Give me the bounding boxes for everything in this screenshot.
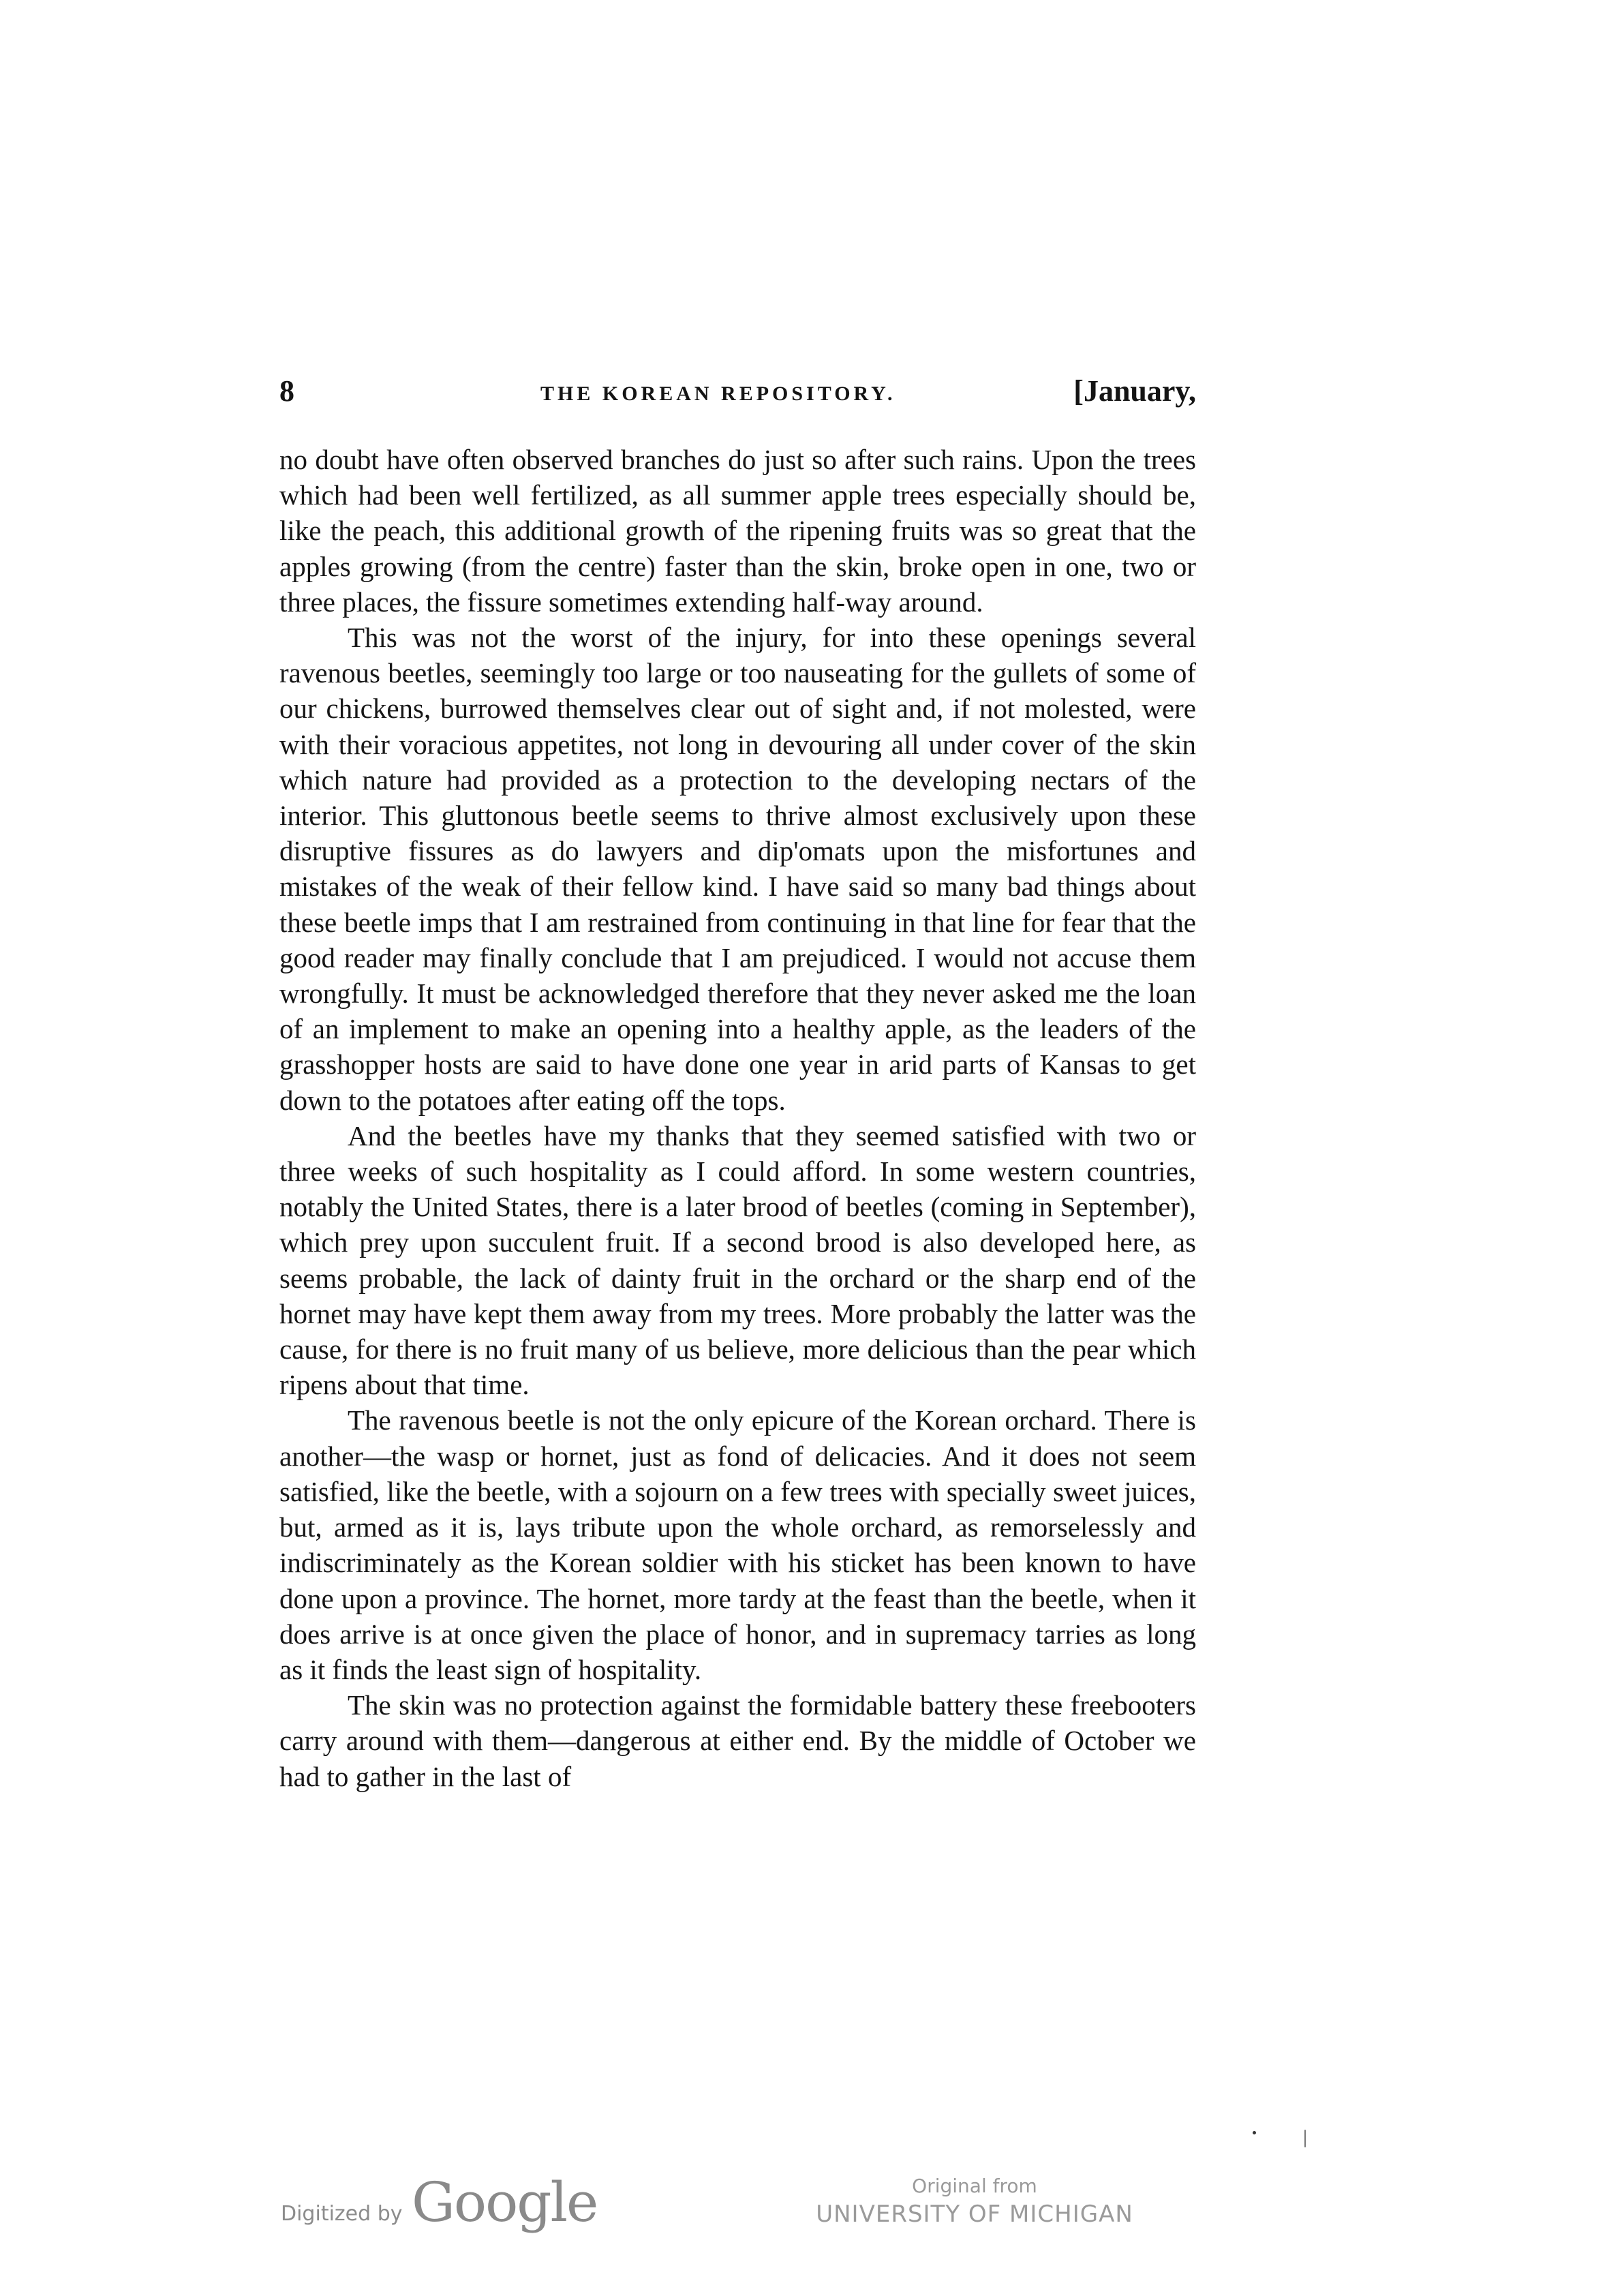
page-number: 8 xyxy=(279,374,294,408)
original-from-label: Original from xyxy=(912,2175,1037,2197)
paragraph-3: And the beetles have my thanks that they seemed satisfied with two or three weeks of such hospitality as I could afford. In some western countries, notably the United States, there is a later brood of beetles (coming in September), which prey upon succulent fruit. If a second brood is also developed here, as seems probable, the lack of dainty fruit in the orchard or the sharp end of the hornet may have kept them away from my trees. More probably the latter was the cause, for there is no fruit many of us believe, more delicious than the pear which ripens about that time. xyxy=(279,1119,1196,1401)
paragraph-5: The skin was no protection against the formidable battery these freebooters carry around with them—dangerous at either end. By the middle of October we had to gather in the last of xyxy=(279,1689,1196,1792)
digitized-by-label: Digitized by xyxy=(281,2202,403,2226)
running-head-month: [January, xyxy=(1073,374,1196,408)
scan-mark xyxy=(1304,2130,1306,2147)
article-body xyxy=(279,442,1196,1794)
running-head xyxy=(279,374,1196,421)
university-label: UNIVERSITY OF MICHIGAN xyxy=(816,2201,1133,2228)
journal-title: THE KOREAN REPOSITORY. xyxy=(540,382,896,405)
paragraph-1: no doubt have often observed branches do just so after such rains. Upon the trees which had been well fertilized, as all summer apple trees especially should be, like the peach, this additional growth of the ripening fruits was so great that the apples growing (from the centre) faster than the skin, broke open in one, two or three places, the fissure sometimes extending half-way around. xyxy=(279,444,1196,618)
paragraph-2: This was not the worst of the injury, for into these openings several ravenous beetles, seemingly too large or too nauseating for the gullets of some of our chickens, burrowed themselves clear out of sight and, if not molested, were with their voracious appetites, not long in devouring all under cover of the skin which nature had provided as a protection to the developing nectars of the interior. This gluttonous beetle seems to thrive almost exclusively upon these disruptive fissures as do lawyers and dip'omats upon the misfortunes and mistakes of the weak of their fellow kind. I have said so many bad things about these beetle imps that I am restrained from continuing in that line for fear that the good reader may finally conclude that I am prejudiced. I would not accuse them wrongfully. It must be acknowledged therefore that they never asked me the loan of an implement to make an opening into a healthy apple, as the leaders of the grasshopper hosts are said to have done one year in arid parts of Kansas to get down to the potatoes after eating off the tops. xyxy=(279,622,1196,1116)
scan-speck xyxy=(1253,2131,1256,2134)
digitization-footer xyxy=(0,2161,1622,2243)
google-logo: Google xyxy=(412,2171,598,2234)
paragraph-4: The ravenous beetle is not the only epicure of the Korean orchard. There is another—the wasp or hornet, just as fond of delicacies. And it does not seem satisfied, like the beetle, with a sojourn on a few trees with specially sweet juices, but, armed as it is, lays tribute upon the whole orchard, as remorselessly and indiscriminately as the Korean soldier with his sticket has been known to have done upon a province. The hornet, more tardy at the feast than the beetle, when it does arrive is at once given the place of honor, and in supremacy tarries as long as it finds the least sign of hospitality. xyxy=(279,1404,1196,1685)
